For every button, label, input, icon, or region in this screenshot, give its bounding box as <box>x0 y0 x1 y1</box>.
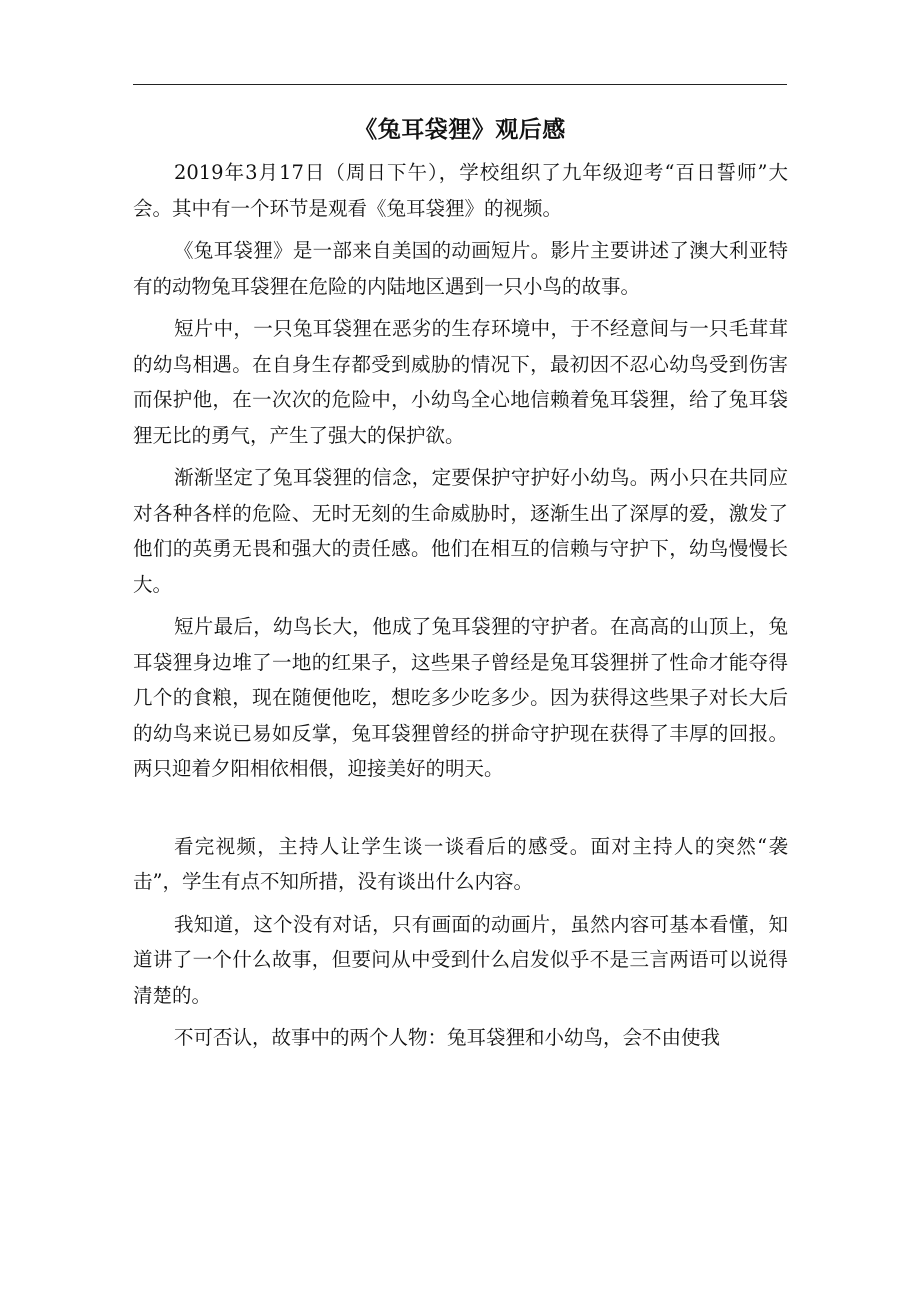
document-title: 《兔耳袋狸》观后感 <box>354 117 566 143</box>
paragraph: 我知道，这个没有对话，只有画面的动画片，虽然内容可基本看懂，知道讲了一个什么故事，但要问从中受到什么启发似乎不是三言两语可以说得清楚的。 <box>133 912 788 1007</box>
document-body <box>133 155 788 1063</box>
paragraph: 《兔耳袋狸》是一部来自美国的动画短片。影片主要讲述了澳大利亚特有的动物兔耳袋狸在危险的内陆地区遇到一只小鸟的故事。 <box>133 239 788 298</box>
paragraph: 短片中，一只兔耳袋狸在恶劣的生存环境中，于不经意间与一只毛茸茸的幼鸟相遇。在自身生存都受到威胁的情况下，最初因不忍心幼鸟受到伤害而保护他，在一次次的危险中，小幼鸟全心地信赖着兔耳袋狸，给了兔耳袋狸无比的勇气，产生了强大的保护欲。 <box>133 317 788 447</box>
paragraph: 不可否认，故事中的两个人物：兔耳袋狸和小幼鸟，会不由使我 <box>173 1026 720 1049</box>
header-rule <box>133 84 787 85</box>
paragraph: 渐渐坚定了兔耳袋狸的信念，定要保护守护好小幼鸟。两小只在共同应对各种各样的危险、无时无刻的生命威胁时，逐渐生出了深厚的爱，激发了他们的英勇无畏和强大的责任感。他们在相互的信赖与守护下，幼鸟慢慢长大。 <box>133 466 788 596</box>
paragraph: 短片最后，幼鸟长大，他成了兔耳袋狸的守护者。在高高的山顶上，兔耳袋狸身边堆了一地的红果子，这些果子曾经是兔耳袋狸拼了性命才能夺得几个的食粮，现在随便他吃，想吃多少吃多少。因为获得这些果子对长大后的幼鸟来说已易如反掌，兔耳袋狸曾经的拼命守护现在获得了丰厚的回报。两只迎着夕阳相依相偎，迎接美好的明天。 <box>133 615 788 780</box>
paragraph: 看完视频，主持人让学生谈一谈看后的感受。面对主持人的突然“袭击”，学生有点不知所措，没有谈出什么内容。 <box>133 834 788 893</box>
paragraph: 2019年3月17日（周日下午），学校组织了九年级迎考“百日誓师”大会。其中有一个环节是观看《兔耳袋狸》的视频。 <box>133 161 788 220</box>
